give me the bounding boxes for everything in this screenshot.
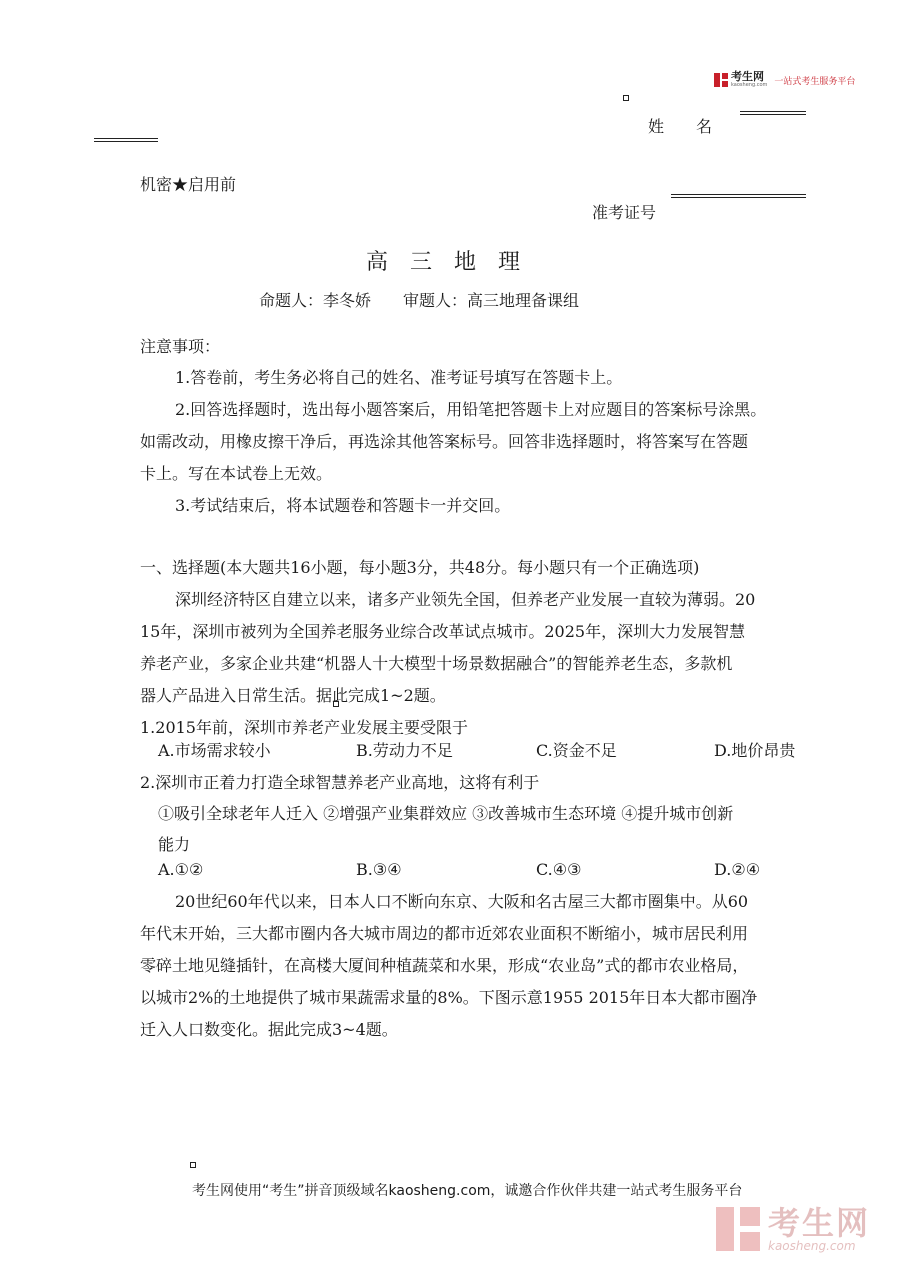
logo-slogan: 一站式考生服务平台: [774, 76, 856, 87]
passage1-line: 养老产业，多家企业共建“机器人十大模型十场景数据融合”的智能养老生态，多款机: [140, 654, 733, 673]
q2-option-c[interactable]: C.④③: [536, 860, 582, 879]
passage2-line: 年代末开始，三大都市圈内各大城市周边的都市近郊农业面积不断缩小，城市居民利用: [140, 924, 749, 943]
top-logo: [714, 72, 855, 88]
passage1-line: 深圳经济特区自建立以来，诸多产业领先全国，但养老产业发展一直较为薄弱。20: [175, 590, 756, 609]
passage2-line: 迁入人口数变化。据此完成3~4题。: [140, 1020, 398, 1039]
notice-item-2-cont: 如需改动，用橡皮擦干净后，再选涂其他答案标号。回答非选择题时，将答案写在答题: [140, 432, 749, 451]
passage1-line: 15年，深圳市被列为全国养老服务业综合改革试点城市。2025年，深圳大力发展智慧: [140, 622, 746, 641]
logo-name: 考生网 kaosheng.com: [731, 70, 768, 88]
footer-anchor-mark: [190, 1162, 196, 1168]
exam-id-field-line[interactable]: [671, 194, 806, 198]
q1-option-a[interactable]: A.市场需求较小: [158, 741, 271, 760]
left-rule: [94, 138, 158, 142]
secret-label: 机密★启用前: [140, 175, 237, 194]
passage2-line: 以城市2%的土地提供了城市果蔬需求量的8%。下图示意1955 2015年日本大都市圈净: [140, 988, 758, 1007]
passage2-line: 零碎土地见缝插针，在高楼大厦间种植蔬菜和水果，形成“农业岛”式的都市农业格局，: [140, 956, 749, 975]
q2-items: ①吸引全球老年人迁入 ②增强产业集群效应 ③改善城市生态环境 ④提升城市创新: [158, 804, 734, 823]
section-heading: 一、选择题(本大题共16小题，每小题3分，共48分。每小题只有一个正确选项): [140, 558, 700, 577]
q2-option-a[interactable]: A.①②: [158, 860, 204, 879]
passage2-line: 20世纪60年代以来，日本人口不断向东京、大阪和名古屋三大都市圈集中。从60: [175, 892, 749, 911]
footer-line: 考生网使用“考生”拼音顶级域名kaosheng.com，诚邀合作伙伴共建一站式考生服务平台: [192, 1183, 743, 1199]
logo-domain: kaosheng.com: [731, 82, 768, 88]
name-field-line[interactable]: [740, 111, 806, 115]
kaosheng-watermark-icon: [716, 1207, 760, 1251]
q2-option-b[interactable]: B.③④: [356, 860, 402, 879]
q2-items-cont: 能力: [158, 835, 191, 854]
notice-item-1: 1.答卷前，考生务必将自己的姓名、准考证号填写在答题卡上。: [175, 368, 623, 387]
exam-id-label: 准考证号: [592, 203, 657, 222]
anchor-mark: [623, 95, 629, 101]
watermark-name: 考生网: [768, 1204, 871, 1242]
kaosheng-logo-icon: [714, 73, 728, 87]
name-label: 姓 名: [648, 117, 713, 136]
q2-option-d[interactable]: D.②④: [714, 860, 761, 879]
cursor-mark: [333, 701, 339, 707]
authors-line: 命题人：李冬娇 审题人：高三地理备课组: [259, 291, 580, 310]
notice-item-3: 3.考试结束后，将本试题卷和答题卡一并交回。: [175, 496, 511, 515]
watermark-domain: kaosheng.com: [768, 1239, 856, 1253]
q1-stem: 1.2015年前，深圳市养老产业发展主要受限于: [140, 718, 468, 737]
notice-item-2: 2.回答选择题时，选出每小题答案后，用铅笔把答题卡上对应题目的答案标号涂黑。: [175, 400, 767, 419]
passage1-line: 器人产品进入日常生活。据此完成1~2题。: [140, 686, 446, 705]
notice-heading: 注意事项：: [140, 337, 221, 356]
q1-option-c[interactable]: C.资金不足: [536, 741, 617, 760]
notice-item-2-cont2: 卡上。写在本试卷上无效。: [140, 464, 333, 483]
page-title: 高三地理: [366, 250, 543, 275]
q2-stem: 2.深圳市正着力打造全球智慧养老产业高地，这将有利于: [140, 773, 540, 792]
q1-option-d[interactable]: D.地价昂贵: [714, 741, 796, 760]
watermark-logo: [716, 1206, 870, 1252]
q1-option-b[interactable]: B.劳动力不足: [356, 741, 453, 760]
